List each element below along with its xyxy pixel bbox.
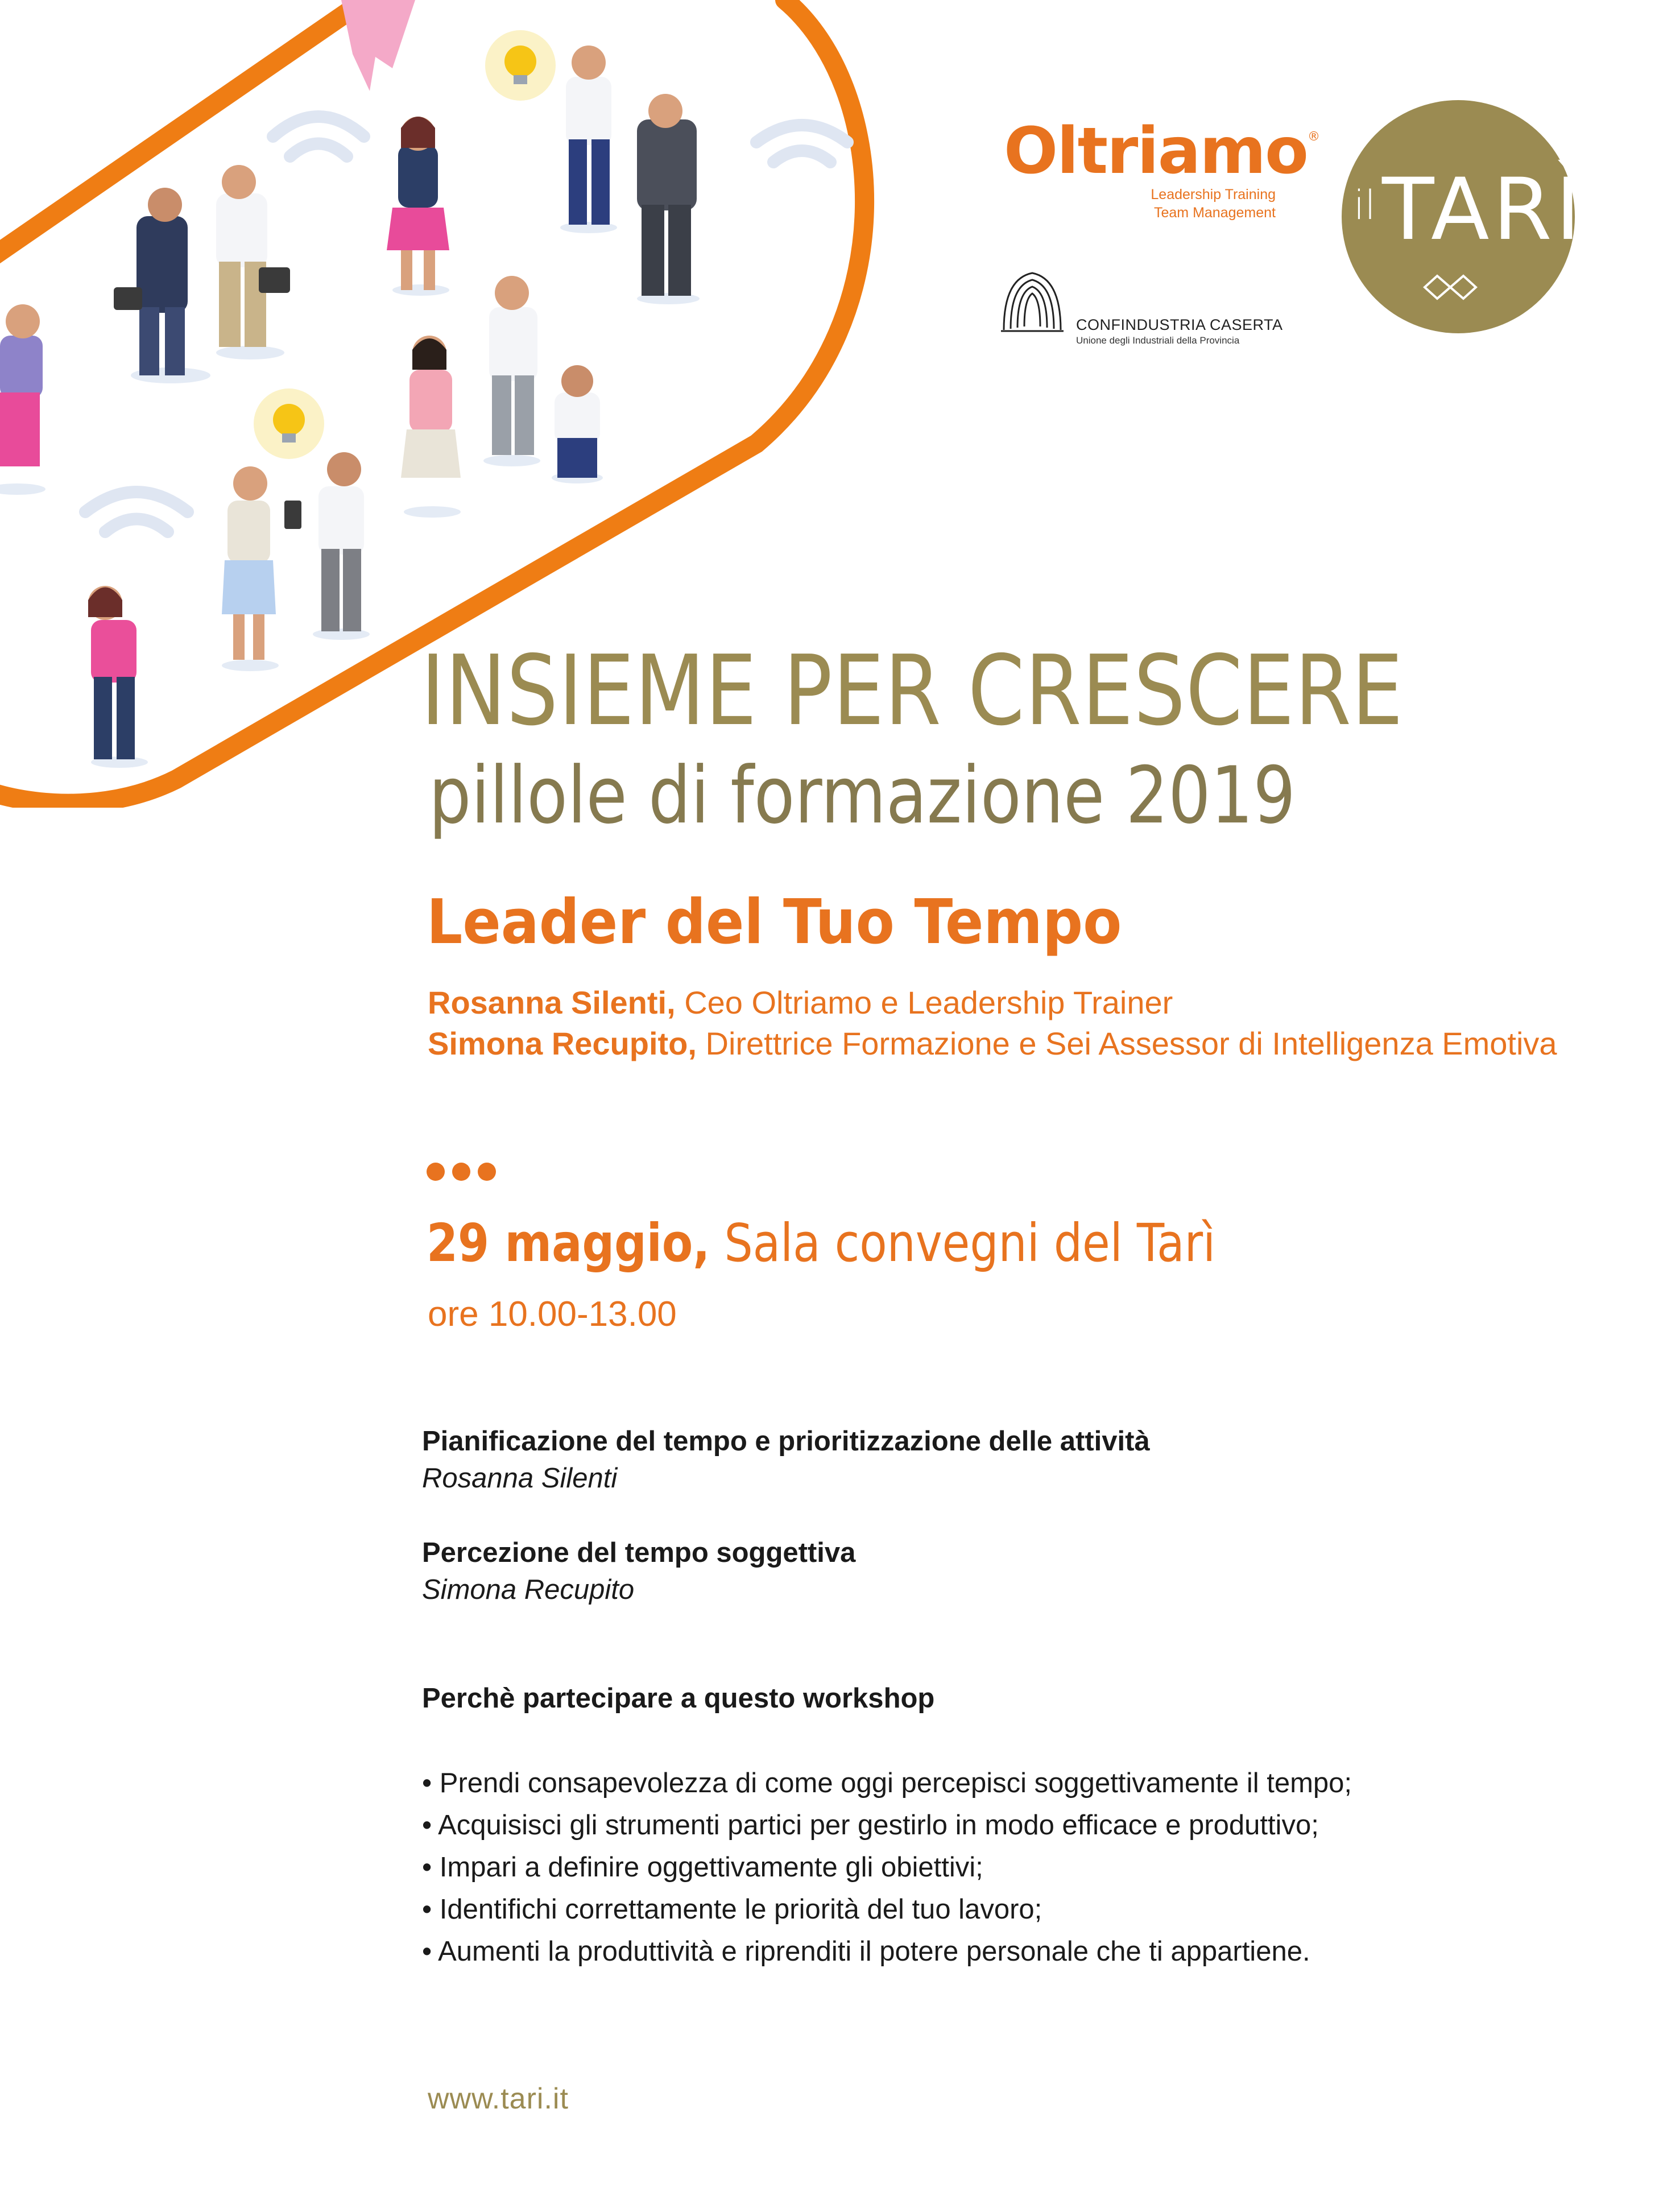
speaker-name: Rosanna Silenti, [428, 985, 676, 1020]
oltriamo-name: Oltriamo [1004, 114, 1308, 188]
speaker-line [428, 1028, 1557, 1060]
three-dots-divider [425, 1160, 505, 1183]
speaker-role: Ceo Oltriamo e Leadership Trainer [684, 985, 1173, 1020]
speaker-name: Simona Recupito, [428, 1026, 697, 1061]
list-item: • Acquisisci gli strumenti partici per gestirlo in modo efficace e produttivo; [422, 1810, 1319, 1841]
speech-bubble-icon [341, 0, 415, 91]
list-item: • Prendi consapevolezza di come oggi percepisci soggettivamente il tempo; [422, 1768, 1352, 1798]
confindustria-name: CONFINDUSTRIA CASERTA [1076, 316, 1283, 333]
event-date: 29 maggio, [427, 1213, 710, 1274]
topic-author: Simona Recupito [422, 1574, 635, 1605]
page-title: INSIEME PER CRESCERE [421, 635, 1404, 747]
wifi-signal-icon [85, 117, 847, 532]
why-bullet-list [422, 1762, 1616, 1973]
registered-mark: ® [1308, 130, 1319, 144]
topic-title: Pianificazione del tempo e prioritizzazione delle attività [422, 1426, 1150, 1457]
website-link[interactable]: www.tari.it [428, 2082, 569, 2115]
oltriamo-logo [1004, 114, 1319, 222]
page-subtitle: pillole di formazione 2019 [429, 750, 1296, 841]
oltriamo-tagline-2: Team Management [1153, 205, 1276, 221]
event-venue: Sala convegni del Tarì [724, 1213, 1216, 1274]
speaker-role: Direttrice Formazione e Sei Assessor di Intelligenza Emotiva [705, 1026, 1557, 1061]
event-time: ore 10.00-13.00 [428, 1295, 677, 1334]
lightbulb-icon [485, 30, 556, 101]
list-item: • Identifichi correttamente le priorità del tuo lavoro; [422, 1894, 1042, 1925]
tari-logo-name: TARÌ [1382, 160, 1584, 259]
list-item: • Aumenti la produttività e riprenditi il potere personale che ti appartiene. [422, 1936, 1310, 1967]
list-item: • Impari a definire oggettivamente gli obiettivi; [422, 1852, 983, 1883]
infinity-diamond-icon [1419, 273, 1482, 301]
event-date-venue [427, 1213, 1216, 1274]
confindustria-tagline: Unione degli Industriali della Provincia [1076, 335, 1240, 346]
topic-title: Percezione del tempo soggettiva [422, 1537, 856, 1568]
event-title: Leader del Tuo Tempo [427, 887, 1122, 958]
lightbulb-icon [254, 388, 324, 459]
oltriamo-tagline-1: Leadership Training [1151, 187, 1276, 202]
tari-logo-prefix: il [1354, 182, 1376, 229]
speaker-line [428, 987, 1173, 1019]
why-heading: Perchè partecipare a questo workshop [422, 1683, 935, 1714]
topic-author: Rosanna Silenti [422, 1463, 618, 1494]
